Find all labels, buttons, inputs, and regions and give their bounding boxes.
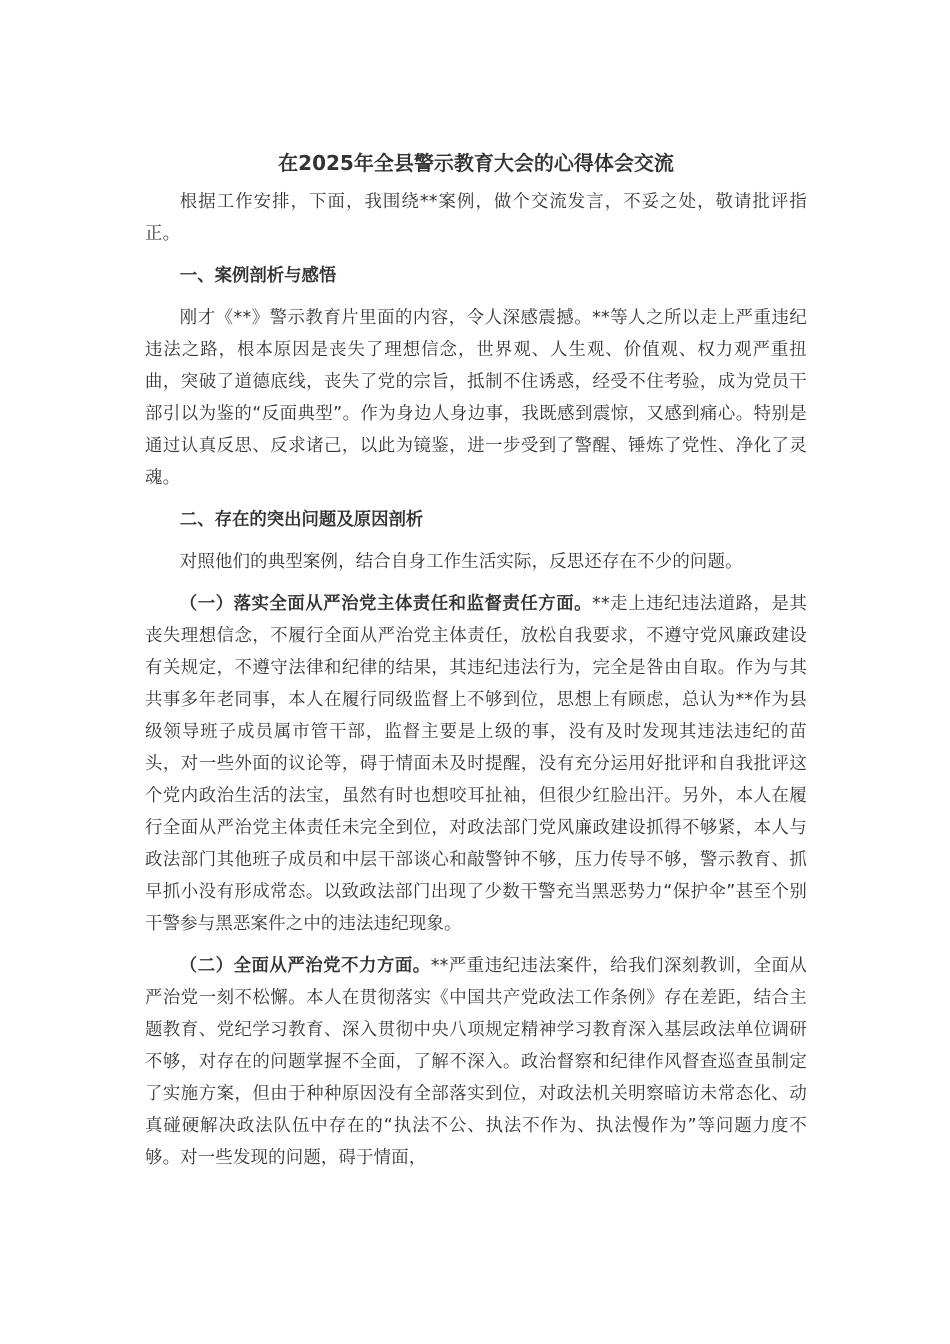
subsection-2-lead: （二）全面从严治党不力方面。	[179, 956, 431, 976]
document-title: 在2025年全县警示教育大会的心得体会交流	[278, 151, 674, 175]
document-page	[145, 146, 807, 1184]
subsection-2-text: **严重违纪违法案件，给我们深刻教训，全面从严治党一刻不松懈。本人在贯彻落实《中国共产党政法工作条例》存在差距，结合主题教育、党纪学习教育、深入贯彻中央八项规定精神学习教育深入基层政法单位调研不够，对存在的问题掌握不全面，了解不深入。政治督察和纪律作风督查巡查虽制定了实施方案，但由于种种原因没有全部落实到位，对政法机关明察暗访未常态化、动真碰硬解决政法队伍中存在的“执法不公、执法不作为、执法慢作为”等问题力度不够。对一些发现的问题，碍于情面，	[145, 956, 807, 1168]
section-2-heading: 二、存在的突出问题及原因剖析	[179, 510, 424, 530]
intro-paragraph: 根据工作安排，下面，我围绕**案例，做个交流发言，不妥之处，敬请批评指正。	[145, 192, 807, 244]
section-1-heading: 一、案例剖析与感悟	[179, 266, 337, 286]
subsection-1-text: **走上违纪违法道路，是其丧失理想信念，不履行全面从严治党主体责任，放松自我要求，不遵守党风廉政建设有关规定，不遵守法律和纪律的结果，其违纪违法行为，完全是咎由自取。作为与其共事多年老同事，本人在履行同级监督上不够到位，思想上有顾虑，总认为**作为县级领导班子成员属市管干部，监督主要是上级的事，没有及时发现其违法违纪的苗头，对一些外面的议论等，碍于情面未及时提醒，没有充分运用好批评和自我批评这个党内政治生活的法宝，虽然有时也想咬耳扯袖，但很少红脸出汗。另外，本人在履行全面从严治党主体责任未完全到位，对政法部门党风廉政建设抓得不够紧，本人与政法部门其他班子成员和中层干部谈心和敲警钟不够，压力传导不够，警示教育、抓早抓小没有形成常态。以致政法部门出现了少数干警充当黑恶势力“保护伞”甚至个别干警参与黑恶案件之中的违法违纪现象。	[145, 594, 807, 934]
subsection-1-paragraph	[145, 588, 807, 940]
subsection-2-paragraph	[145, 950, 807, 1174]
subsection-1-lead: （一）落实全面从严治党主体责任和监督责任方面。	[179, 594, 593, 614]
section-2-intro: 对照他们的典型案例，结合自身工作生活实际，反思还存在不少的问题。	[179, 552, 743, 572]
section-1-paragraph: 刚才《**》警示教育片里面的内容，令人深感震撼。**等人之所以走上严重违纪违法之路，根本原因是丧失了理想信念，世界观、人生观、价值观、权力观严重扭曲，突破了道德底线，丧失了党的宗旨，抵制不住诱惑，经受不住考验，成为党员干部引以为鉴的“反面典型”。作为身边人身边事，我既感到震惊，又感到痛心。特别是通过认真反思、反求诸己，以此为镜鉴，进一步受到了警醒、锤炼了党性、净化了灵魂。	[145, 308, 807, 488]
